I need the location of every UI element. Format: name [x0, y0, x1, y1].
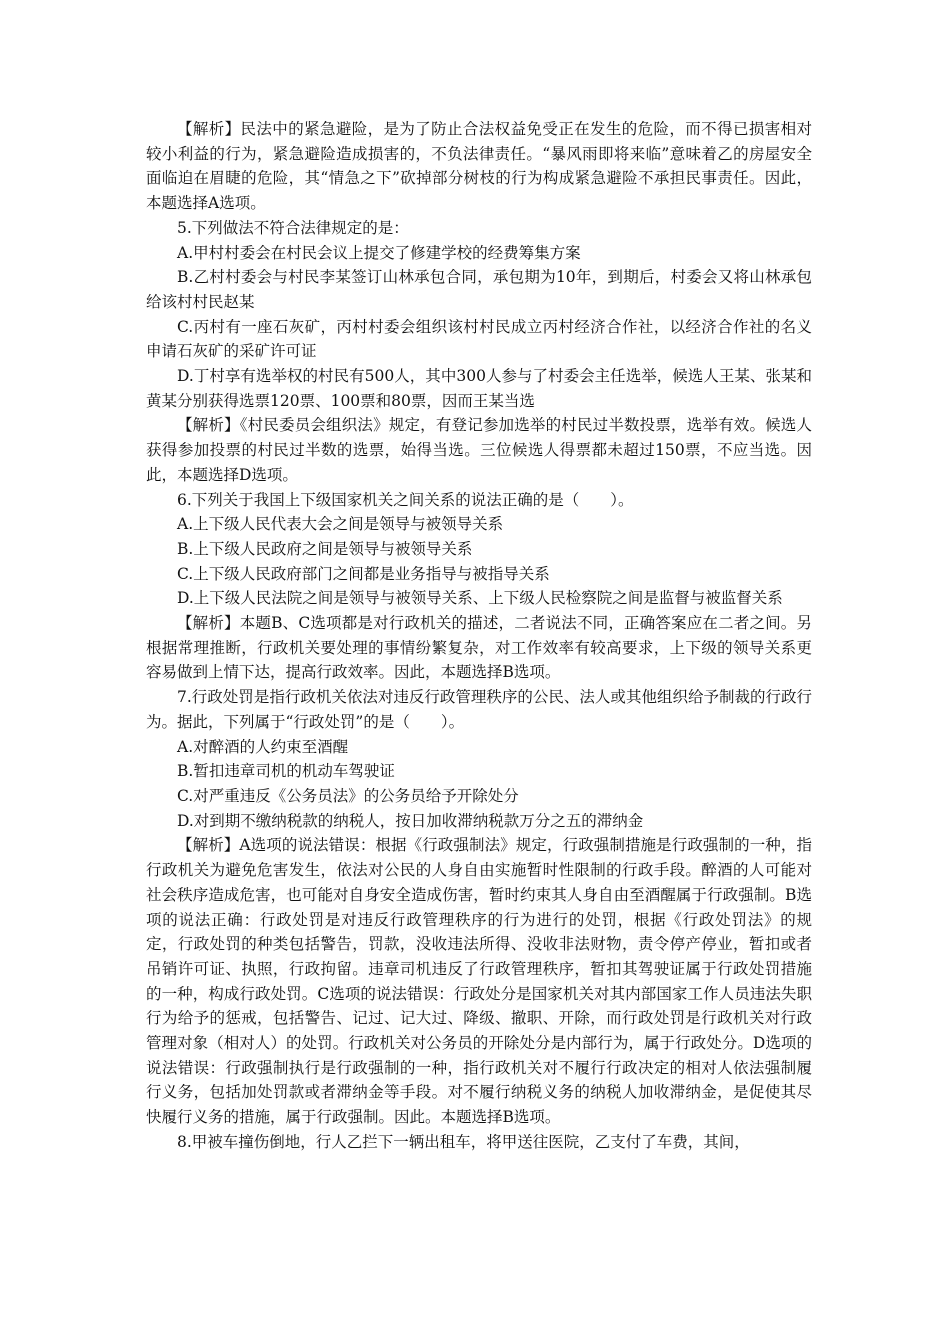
question-7: 7.行政处罚是指行政机关依法对违反行政管理秩序的公民、法人或其他组织给予制裁的行政行为。据此，下列属于“行政处罚”的是（ ）。: [146, 688, 812, 731]
q5-option-b: B.乙村村委会与村民李某签订山林承包合同，承包期为10年，到期后，村委会又将山林承包给该村村民赵某: [146, 268, 812, 311]
question-5: 5.下列做法不符合法律规定的是：: [177, 218, 409, 237]
q7-option-a: A.对醉酒的人约束至酒醒: [177, 737, 349, 756]
q6-option-a: A.上下级人民代表大会之间是领导与被领导关系: [177, 515, 504, 534]
q6-option-d: D.上下级人民法院之间是领导与被领导关系、上下级人民检察院之间是监督与被监督关系: [177, 589, 783, 608]
q6-option-b: B.上下级人民政府之间是领导与被领导关系: [177, 539, 473, 558]
document-page: [146, 117, 812, 1155]
q7-option-c: C.对严重违反《公务员法》的公务员给予开除处分: [177, 786, 519, 805]
question-6: 6.下列关于我国上下级国家机关之间关系的说法正确的是（ ）。: [177, 490, 634, 509]
q7-option-b: B.暂扣违章司机的机动车驾驶证: [177, 762, 395, 781]
question-8: 8.甲被车撞伤倒地，行人乙拦下一辆出租车，将甲送往医院，乙支付了车费，其间，: [177, 1132, 750, 1151]
analysis-q5: 【解析】《村民委员会组织法》规定，有登记参加选举的村民过半数投票，选举有效。候选人获得参加投票的村民过半数的选票，始得当选。三位候选人得票都未超过150票，不应当选。因此，本题选择D选项。: [146, 416, 812, 484]
q5-option-c: C.丙村有一座石灰矿，丙村村委会组织该村村民成立丙村经济合作社，以经济合作社的名义申请石灰矿的采矿许可证: [146, 317, 812, 361]
q5-option-a: A.甲村村委会在村民会议上提交了修建学校的经费筹集方案: [177, 243, 581, 262]
analysis-q6: 【解析】本题B、C选项都是对行政机关的描述，二者说法不同，正确答案应在二者之间。另根据常理推断，行政机关要处理的事情纷繁复杂，对工作效率有较高要求，上下级的领导关系更容易做到上情下达，提高行政效率。因此，本题选择B选项。: [146, 614, 812, 682]
q7-option-d: D.对到期不缴纳税款的纳税人，按日加收滞纳税款万分之五的滞纳金: [177, 811, 644, 830]
q5-option-d: D.丁村享有选举权的村民有500人，其中300人参与了村委会主任选举，候选人王某、张某和黄某分别获得选票120票、100票和80票，因而王某当选: [146, 367, 812, 410]
q6-option-c: C.上下级人民政府部门之间都是业务指导与被指导关系: [177, 564, 550, 583]
analysis-q7: 【解析】A选项的说法错误：根据《行政强制法》规定，行政强制措施是行政强制的一种，指行政机关为避免危害发生，依法对公民的人身自由实施暂时性限制的行政手段。醉酒的人可能对社会秩序造成危害，也可能对自身安全造成伤害，暂时约束其人身自由至酒醒属于行政强制。B选项的说法正确：行政处罚是对违反行政管理秩序的行为进行的处罚，根据《行政处罚法》的规定，行政处罚的种类包括警告，罚款，没收违法所得、没收非法财物，责令停产停业，暂扣或者吊销许可证、执照，行政拘留。违章司机违反了行政管理秩序，暂扣其驾驶证属于行政处罚措施的一种，构成行政处罚。C选项的说法错误：行政处分是国家机关对其内部国家工作人员违法失职行为给予的惩戒，包括警告、记过、记大过、降级、撤职、开除，而行政处罚是行政机关对行政管理对象（相对人）的处罚。行政机关对公务员的开除处分是内部行为，属于行政处分。D选项的说法错误：行政强制执行是行政强制的一种，指行政机关对不履行行政决定的相对人依法强制履行义务，包括加处罚款或者滞纳金等手段。对不履行纳税义务的纳税人加收滞纳金，是促使其尽快履行义务的措施，属于行政强制。因此。本题选择B选项。: [146, 836, 812, 1127]
analysis-q4: 【解析】民法中的紧急避险，是为了防止合法权益免受正在发生的危险，而不得已损害相对较小利益的行为，紧急避险造成损害的，不负法律责任。“暴风雨即将来临”意味着乙的房屋安全面临迫在眉睫的危险，其“情急之下”砍掉部分树枝的行为构成紧急避险不承担民事责任。因此，本题选择A选项。: [146, 120, 812, 213]
